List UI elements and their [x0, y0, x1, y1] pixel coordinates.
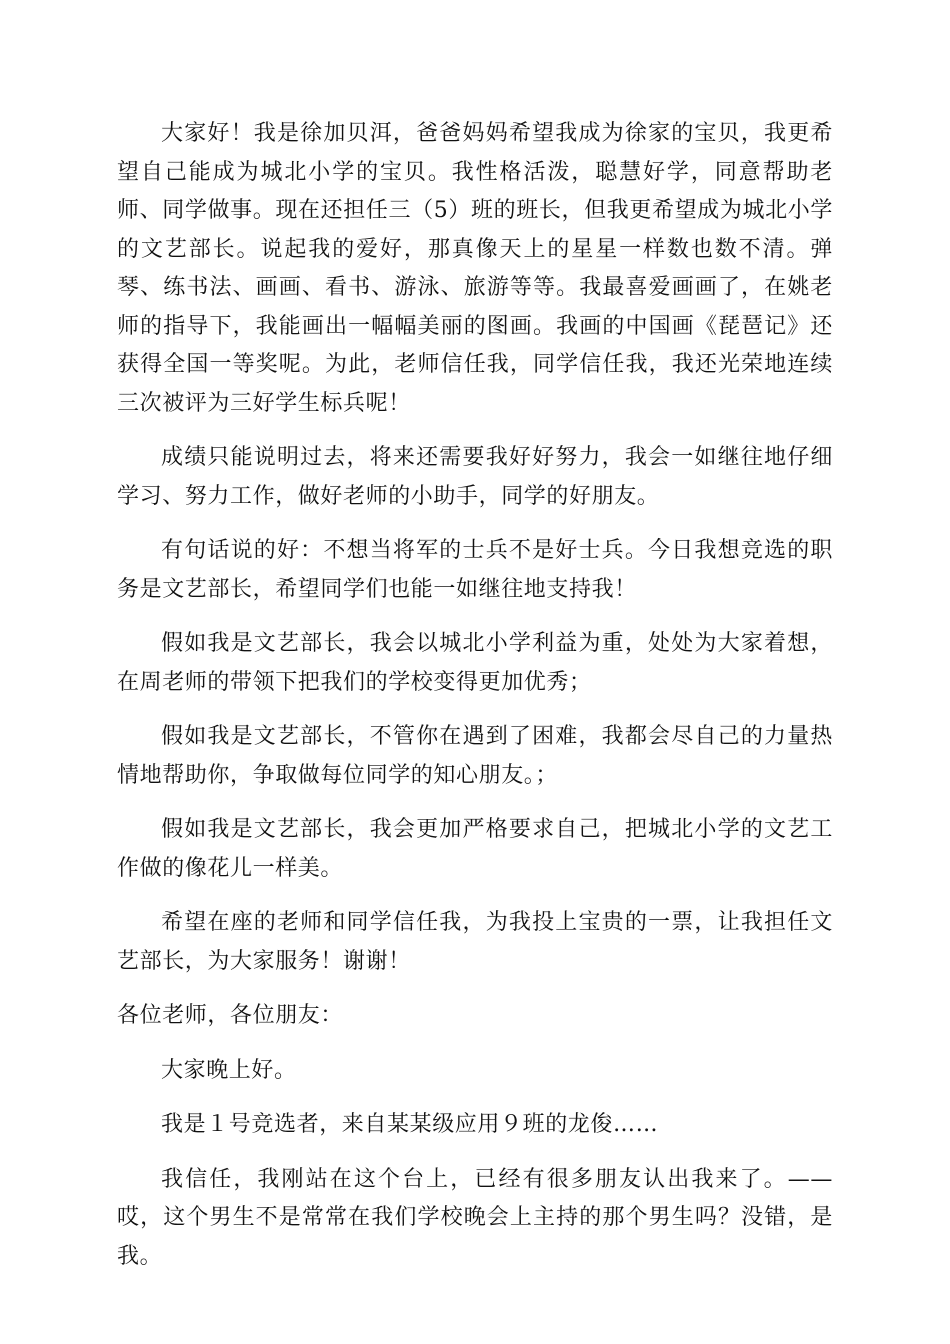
- paragraph-vote-request: 希望在座的老师和同学信任我，为我投上宝贵的一票，让我担任文艺部长，为大家服务！谢谢！: [117, 910, 833, 974]
- paragraph-greeting-address: 各位老师，各位朋友：: [117, 1003, 344, 1028]
- paragraph-promise-school-interest: 假如我是文艺部长，我会以城北小学利益为重，处处为大家着想，在周老师的带领下把我们的学校变得更加优秀；: [117, 631, 833, 695]
- document-page: [117, 115, 833, 1292]
- paragraph-good-evening: 大家晚上好。: [161, 1057, 297, 1083]
- paragraph-candidate-intro: 我是１号竞选者，来自某某级应用９班的龙俊……: [161, 1112, 659, 1137]
- paragraph-future-effort: 成绩只能说明过去，将来还需要我好好努力，我会一如继往地仔细学习、努力工作，做好老师的小助手，同学的好朋友。: [117, 445, 833, 509]
- paragraph-campaign-position: 有句话说的好：不想当将军的士兵不是好士兵。今日我想竞选的职务是文艺部长，希望同学们也能一如继往地支持我！: [117, 538, 833, 602]
- paragraph-self-introduction: 大家好！我是徐加贝洱，爸爸妈妈希望我成为徐家的宝贝，我更希望自己能成为城北小学的宝贝。我性格活泼，聪慧好学，同意帮助老师、同学做事。现在还担任三（5）班的班长，但我更希望成为城北小学的文艺部长。说起我的爱好，那真像天上的星星一样数也数不清。弹琴、练书法、画画、看书、游泳、旅游等等。我最喜爱画画了，在姚老师的指导下，我能画出一幅幅美丽的图画。我画的中国画《琵琶记》还获得全国一等奖呢。为此，老师信任我，同学信任我，我还光荣地连续三次被评为三好学生标兵呢！: [117, 121, 833, 416]
- paragraph-host-recognition: 我信任，我刚站在这个台上，已经有很多朋友认出我来了。——哎，这个男生不是常常在我们学校晚会上主持的那个男生吗？没错，是我。: [117, 1166, 833, 1269]
- paragraph-promise-help-classmates: 假如我是文艺部长，不管你在遇到了困难，我都会尽自己的力量热情地帮助你，争取做每位同学的知心朋友。；: [117, 724, 833, 788]
- paragraph-promise-strict-self: 假如我是文艺部长，我会更加严格要求自己，把城北小学的文艺工作做的像花儿一样美。: [117, 817, 833, 881]
